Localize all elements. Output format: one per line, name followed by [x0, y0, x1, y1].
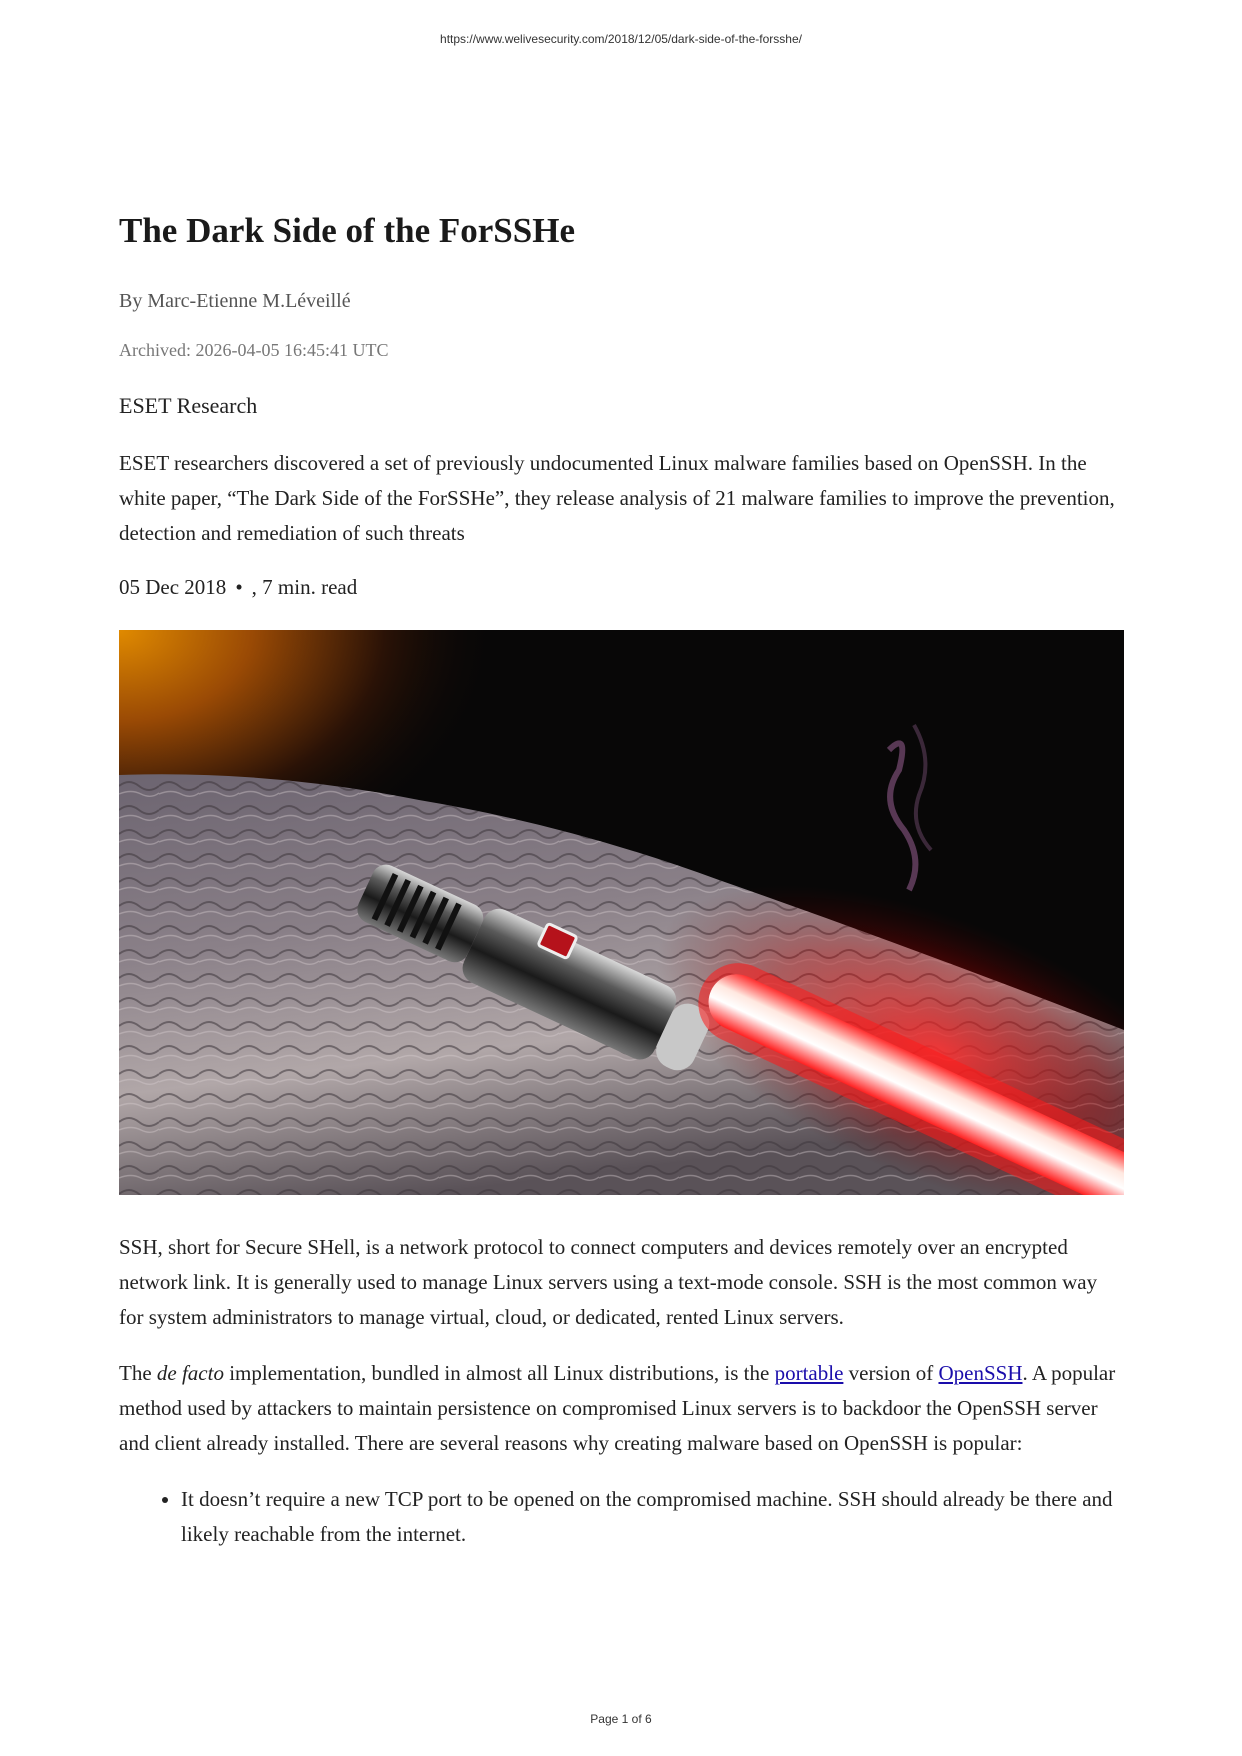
portable-link[interactable]: portable [774, 1361, 844, 1385]
article [119, 210, 1124, 1546]
list-item: • It doesn’t require a new TCP port to be opened on the compromised machine. SSH should already be there and likely reachable from the internet. [181, 1482, 1124, 1552]
article-category: ESET Research [119, 393, 258, 418]
page-number: Page 1 of 6 [590, 1712, 652, 1726]
page-url: https://www.welivesecurity.com/2018/12/05/dark-side-of-the-forsshe/ [440, 32, 802, 46]
text-run: . A popular method used by attackers to maintain persistence on compromised Linux servers is to backdoor the OpenSSH server and client already installed. There are several reasons why creating malware based on OpenSSH is popular: [119, 1361, 1116, 1455]
article-author: By Marc-Etienne M.Léveillé [119, 290, 351, 312]
article-body [119, 1230, 1124, 1552]
text-run: version of [843, 1361, 939, 1385]
hero-image [119, 630, 1124, 1195]
article-date: 05 Dec 2018 [119, 575, 227, 599]
lightsaber-with-red-blade-icon [119, 630, 1124, 1195]
bullet-separator: • [235, 575, 243, 599]
reasons-list [119, 1482, 1124, 1552]
article-meta [119, 575, 357, 600]
paragraph [119, 1356, 1124, 1461]
openssh-link[interactable]: OpenSSH [938, 1361, 1023, 1385]
emphasis-text: de facto [156, 1361, 224, 1385]
read-time: , 7 min. read [251, 575, 358, 599]
text-run: implementation, bundled in almost all Linux distributions, is the [223, 1361, 775, 1385]
article-lead: ESET researchers discovered a set of previously undocumented Linux malware families based on OpenSSH. In the white paper, “The Dark Side of the ForSSHe”, they release analysis of 21 malware families to improve the prevention, detection and remediation of such threats [119, 451, 1115, 545]
archived-timestamp: Archived: 2026-04-05 16:45:41 UTC [119, 340, 389, 360]
text-run: The [119, 1361, 157, 1385]
article-title: The Dark Side of the ForSSHe [119, 211, 575, 250]
paragraph: SSH, short for Secure SHell, is a network protocol to connect computers and devices remotely over an encrypted network link. It is generally used to manage Linux servers using a text-mode console. SSH is the most common way for system administrators to manage virtual, cloud, or dedicated, rented Linux servers. [119, 1235, 1098, 1329]
